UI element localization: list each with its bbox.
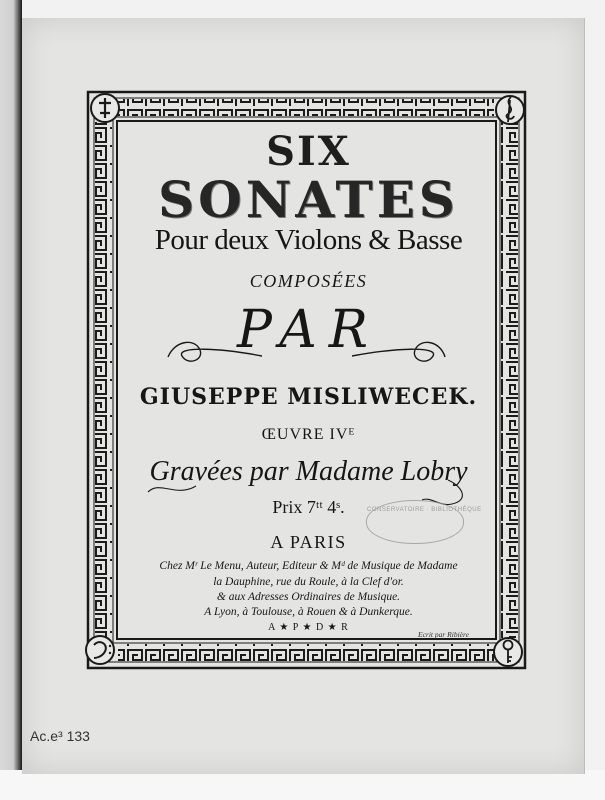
bass-clef-icon [86,636,114,664]
publisher-address-line: A Lyon, à Toulouse, à Rouen & à Dunkerque. [204,606,413,618]
opus-number: ŒUVRE IVᴱ [261,426,356,443]
price-line: Prix 7ᵗᵗ 4ˢ. [272,497,345,517]
fleur-icon [91,94,119,122]
library-stamp [366,500,482,544]
library-stamp-text: CONSERVATOIRE · BIBLIOTHÈQUE [367,507,482,513]
privilege-mark: A ★ P ★ D ★ R [268,622,349,633]
publisher-address-line: & aux Adresses Ordinaires de Musique. [216,591,401,603]
title-six: SIX [266,128,351,175]
publisher-address-line: Chez Mʳ Le Menu, Auteur, Editeur & Mᵈ de Musique de Madame [159,560,458,572]
engraver-line: Gravées par Madame Lobry [149,456,468,487]
title-sonates: SONATES [158,170,459,229]
publisher-city: A PARIS [270,532,347,552]
subtitle-instrumentation: Pour deux Violons & Basse [154,224,463,256]
composer-name: GIUSEPPE MISLIWECEK. [139,384,478,410]
engraver-credit: Ecrit par Ribière [418,630,469,639]
publisher-address-line: la Dauphine, rue du Roule, à la Clef d'or. [213,576,404,588]
shelf-mark: Ac.e³ 133 [30,728,90,744]
treble-clef-icon [496,96,524,124]
par-label: PAR [237,300,380,360]
key-icon [494,638,522,666]
composed-label: COMPOSÉES [249,271,368,291]
